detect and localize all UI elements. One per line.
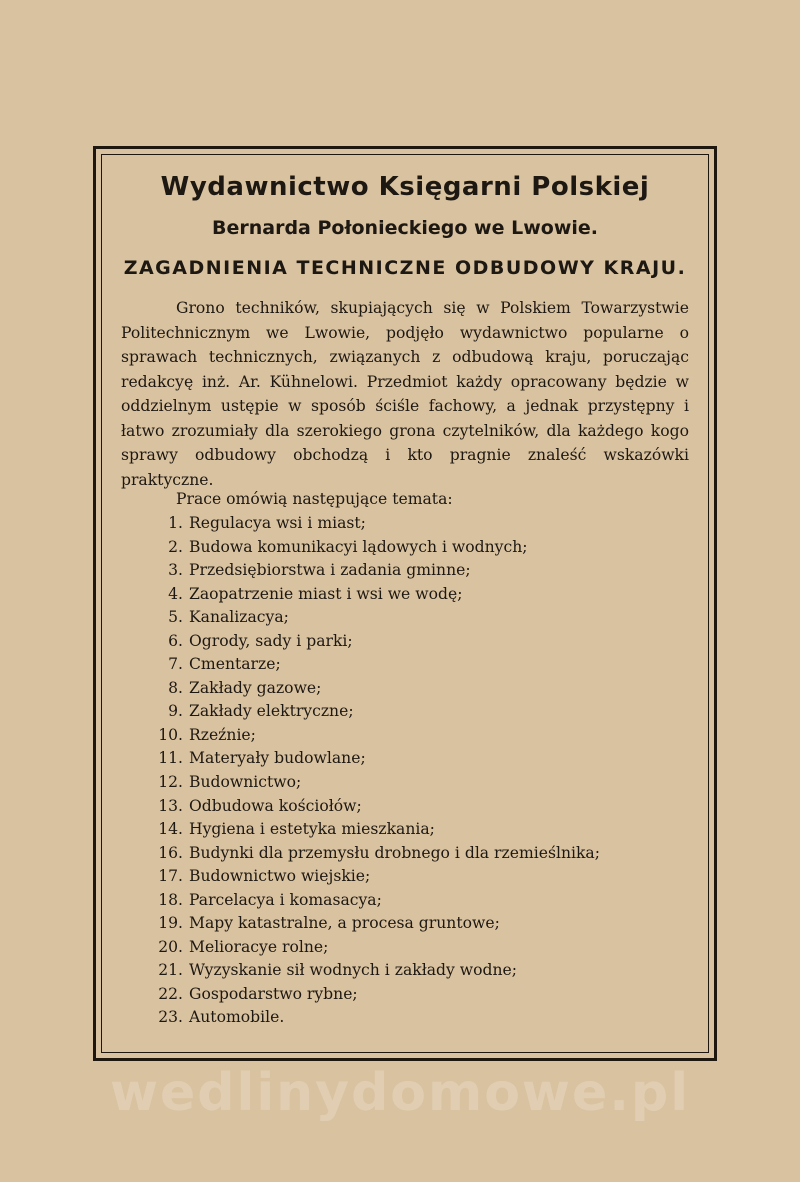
list-item-text: Cmentarze; (189, 655, 281, 674)
list-item (151, 606, 600, 630)
publisher-title: Wydawnictwo Księgarni Polskiej (160, 172, 650, 202)
list-item-text: Odbudowa kościołów; (189, 796, 362, 815)
list-item-number: 23. (158, 1008, 183, 1027)
list-item (151, 795, 600, 819)
list-item-number: 12. (158, 773, 183, 792)
list-item (151, 583, 600, 607)
list-item-number: 10. (158, 725, 183, 744)
list-item (151, 512, 600, 536)
list-item-number: 19. (158, 914, 183, 933)
list-item (151, 936, 600, 960)
page-frame (93, 146, 717, 1061)
list-item-text: Budynki dla przemysłu drobnego i dla rzemieślnika; (189, 843, 600, 862)
list-item-text: Kanalizacya; (189, 608, 289, 627)
list-item (151, 889, 600, 913)
list-item-number: 2. (168, 537, 183, 556)
list-item (151, 700, 600, 724)
watermark: wedlinydomowe.pl (109, 1063, 691, 1123)
list-item-number: 9. (168, 702, 183, 721)
list-item (151, 771, 600, 795)
list-item-number: 20. (158, 937, 183, 956)
list-item-number: 3. (168, 561, 183, 580)
list-item-number: 16. (158, 843, 183, 862)
list-item-number: 5. (168, 608, 183, 627)
list-item (151, 842, 600, 866)
list-item-number: 18. (158, 890, 183, 909)
list-item-number: 17. (158, 867, 183, 886)
list-item-text: Przedsiębiorstwa i zadania gminne; (189, 561, 471, 580)
list-item-text: Budownictwo wiejskie; (189, 867, 371, 886)
list-item-number: 1. (168, 514, 183, 532)
list-item-text: Gospodarstwo rybne; (189, 984, 358, 1003)
list-item (151, 912, 600, 936)
list-item (151, 865, 600, 889)
list-item-number: 14. (158, 820, 183, 839)
list-item-number: 4. (168, 584, 183, 603)
list-item-text: Regulacya wsi i miast; (189, 514, 366, 532)
list-item-number: 11. (158, 749, 183, 768)
list-item (151, 630, 600, 654)
list-item-number: 8. (168, 678, 183, 697)
list-item-text: Wyzyskanie sił wodnych i zakłady wodne; (189, 961, 518, 980)
intro-paragraph: Grono techników, skupiających się w Polskiem Towarzystwie Politechnicznym we Lwowie, podjęło wydawnictwo popularne o sprawach technicznych, związanych z odbudową kraju, poruczając redakcyę inż. Ar. Kühnelowi. Przedmiot każdy opracowany będzie w oddzielnym ustępie w sposób ściśle fachowy, a jednak przystępny i łatwo zrozumiały dla szerokiego grona czytelników, dla każdego kogo sprawy odbudowy obchodzą i kto pragnie znaleść wskazówki praktyczne. (121, 299, 689, 489)
list-item-number: 7. (168, 655, 183, 674)
list-item (151, 559, 600, 583)
list-item-text: Zaopatrzenie miast i wsi we wodę; (189, 584, 463, 603)
series-title: ZAGADNIENIA TECHNICZNE ODBUDOWY KRAJU. (123, 257, 687, 279)
list-item-text: Ogrody, sady i parki; (189, 631, 353, 650)
list-item (151, 818, 600, 842)
list-item-text: Zakłady elektryczne; (189, 702, 354, 721)
list-item (151, 1006, 600, 1030)
list-intro: Prace omówią następujące temata: (176, 490, 453, 508)
list-item (151, 959, 600, 983)
list-item (151, 724, 600, 748)
list-item-text: Parcelacya i komasacya; (189, 890, 382, 909)
list-item-text: Materyały budowlane; (189, 749, 366, 768)
list-item-text: Mapy katastralne, a procesa gruntowe; (189, 914, 500, 933)
list-item-number: 21. (158, 961, 183, 980)
list-item (151, 653, 600, 677)
list-item-number: 22. (158, 984, 183, 1003)
publisher-subtitle: Bernarda Połonieckiego we Lwowie. (211, 217, 598, 239)
list-item-text: Hygiena i estetyka mieszkania; (189, 820, 435, 839)
topics-list (151, 512, 600, 1030)
list-item (151, 536, 600, 560)
list-item-text: Automobile. (189, 1008, 285, 1027)
list-item-text: Budownictwo; (189, 773, 302, 792)
list-item-text: Rzeźnie; (189, 725, 256, 744)
list-item (151, 983, 600, 1007)
list-item (151, 677, 600, 701)
list-item-number: 6. (168, 631, 183, 650)
list-item-text: Melioracye rolne; (189, 937, 329, 956)
list-item-number: 13. (158, 796, 183, 815)
list-item-text: Zakłady gazowe; (189, 678, 322, 697)
list-item (151, 747, 600, 771)
list-item-text: Budowa komunikacyi lądowych i wodnych; (189, 537, 528, 556)
